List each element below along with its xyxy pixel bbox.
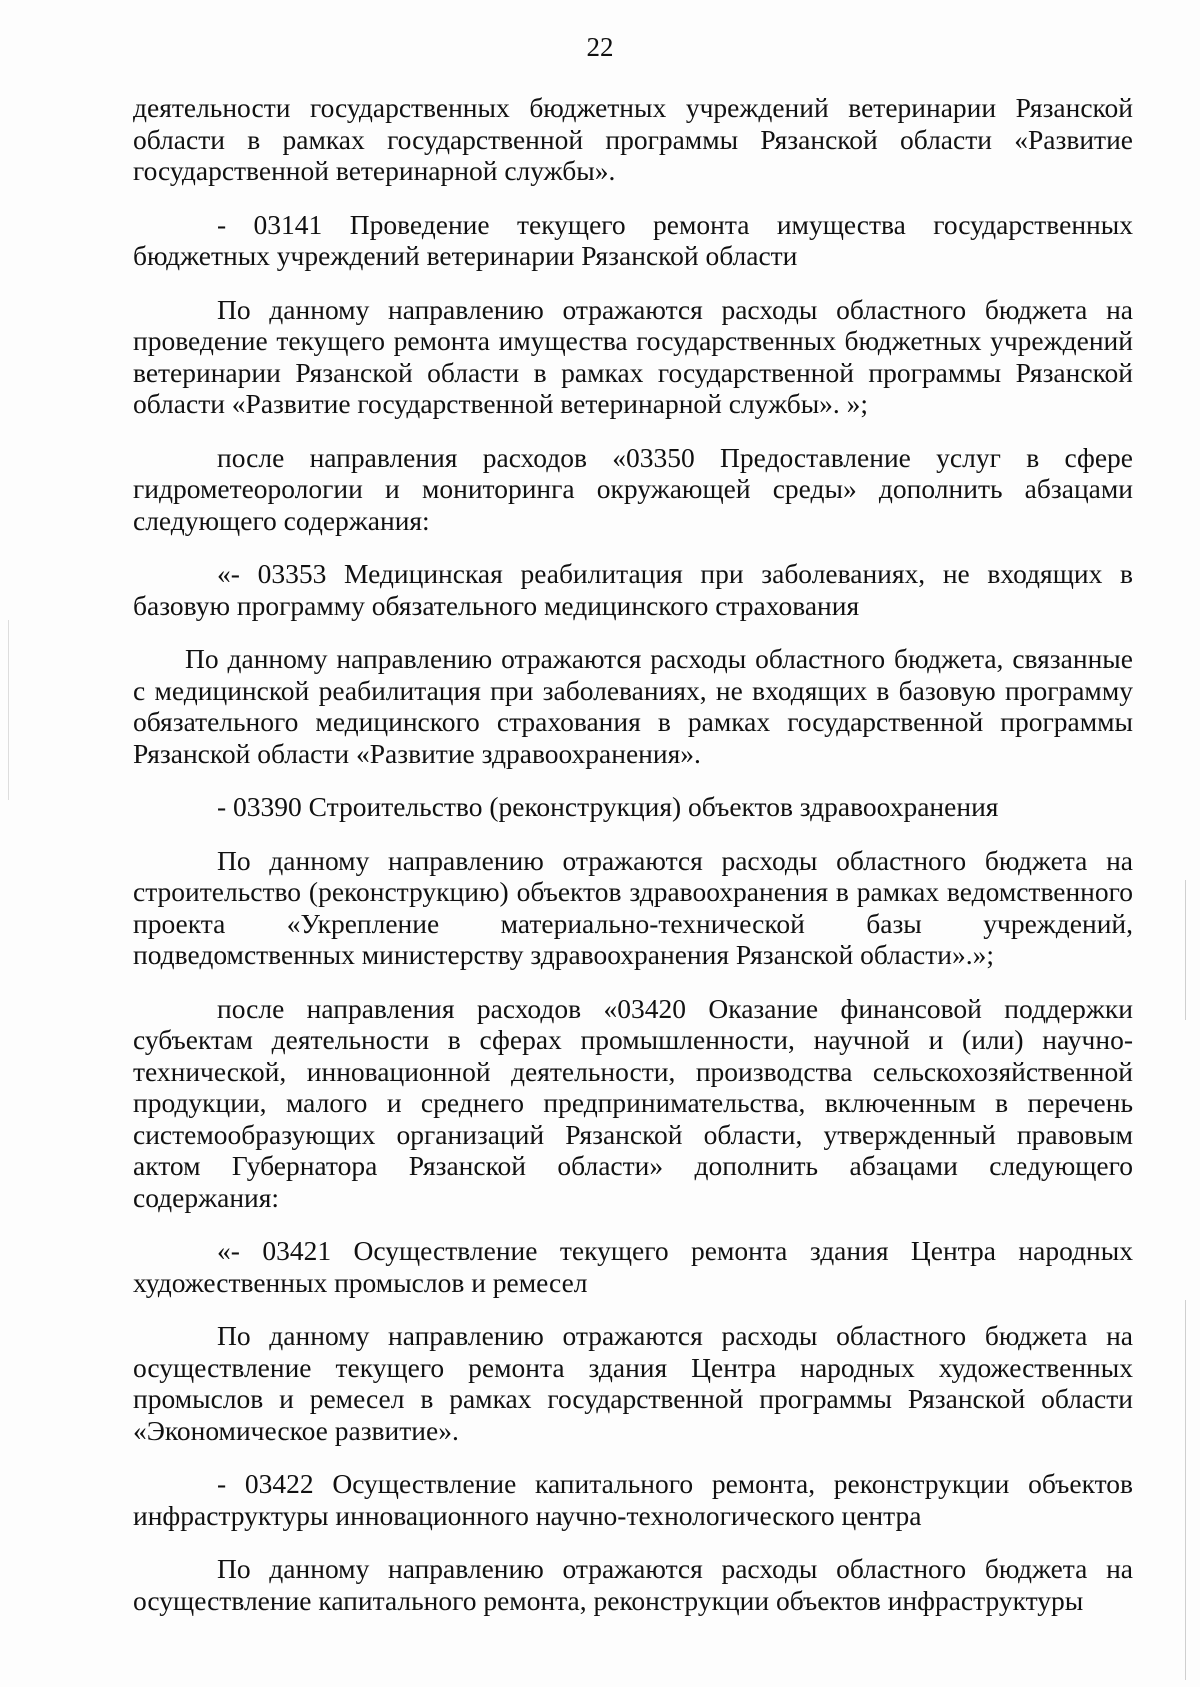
scan-edge-line xyxy=(8,620,9,800)
paragraph-description-03141: По данному направлению отражаются расходы областного бюджета на проведение текущего ремонта имущества государственных бюджетных учреждений ветеринарии Рязанской области в рамках государственной программы Рязанской области «Развитие государственной ветеринарной службы». »; xyxy=(133,293,1133,419)
paragraph-continuation: деятельности государственных бюджетных учреждений ветеринарии Рязанской области в рамках государственной программы Рязанской области «Развитие государственной ветеринарной службы». xyxy=(133,92,1133,186)
page-number: 22 xyxy=(586,32,614,62)
paragraph-amendment-03420: после направления расходов «03420 Оказание финансовой поддержки субъектам деятельности в сферах промышленности, научной и (или) научно-технической, инновационной деятельности, производства сельскохозяйственной продукции, малого и среднего предпринимательства, включенным в перечень системообразующих организаций Рязанской области, утвержденный правовым актом Губернатора Рязанской области» дополнить абзацами следующего содержания: xyxy=(133,992,1133,1213)
paragraph-description-03421: По данному направлению отражаются расходы областного бюджета на осуществление текущего ремонта здания Центра народных художественных промыслов и ремесел в рамках государственной программы Рязанской области «Экономическое развитие». xyxy=(133,1320,1133,1446)
expense-item-03141: - 03141 Проведение текущего ремонта имущества государственных бюджетных учреждений ветеринарии Рязанской области xyxy=(133,208,1133,271)
expense-item-03390: - 03390 Строительство (реконструкция) объектов здравоохранения xyxy=(217,791,999,822)
scan-edge-line xyxy=(1185,880,1186,1020)
scan-edge-line xyxy=(1185,1300,1186,1680)
expense-item-03353: «- 03353 Медицинская реабилитация при заболеваниях, не входящих в базовую программу обязательного медицинского страхования xyxy=(133,558,1133,621)
paragraph-description-03390: По данному направлению отражаются расходы областного бюджета на строительство (реконструкцию) объектов здравоохранения в рамках ведомственного проекта «Укрепление материально-технической базы учреждений, подведомственных министерству здравоохранения Рязанской области».»; xyxy=(133,844,1133,970)
document-body xyxy=(133,92,1133,1638)
expense-item-03421: «- 03421 Осуществление текущего ремонта здания Центра народных художественных промыслов и ремесел xyxy=(133,1235,1133,1298)
paragraph-description-03353: По данному направлению отражаются расходы областного бюджета, связанные с медицинской реабилитация при заболеваниях, не входящих в базовую программу обязательного медицинского страхования в рамках государственной программы Рязанской области «Развитие здравоохранения». xyxy=(133,643,1133,769)
paragraph-description-03422: По данному направлению отражаются расходы областного бюджета на осуществление капитального ремонта, реконструкции объектов инфраструктуры xyxy=(133,1553,1133,1616)
paragraph-amendment-03350: после направления расходов «03350 Предоставление услуг в сфере гидрометеорологии и мониторинга окружающей среды» дополнить абзацами следующего содержания: xyxy=(133,441,1133,536)
expense-item-03422: - 03422 Осуществление капитального ремонта, реконструкции объектов инфраструктуры инновационного научно-технологического центра xyxy=(133,1468,1133,1531)
